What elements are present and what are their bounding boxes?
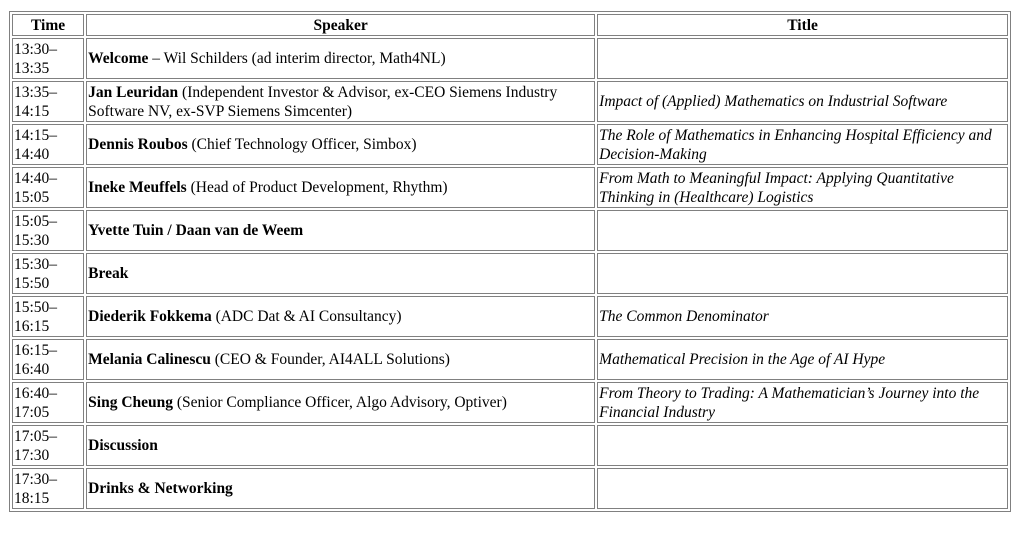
time-end: 15:30 xyxy=(14,231,50,249)
time-end: 18:15 xyxy=(14,489,50,507)
time-start: 15:30– xyxy=(14,255,58,273)
time-start: 17:30– xyxy=(14,470,58,488)
header-title: Title xyxy=(597,14,1008,36)
time-cell xyxy=(12,382,84,423)
talk-title: The Role of Mathematics in Enhancing Hospital Efficiency and Decision-Making xyxy=(599,126,992,163)
speaker-name: Melania Calinescu xyxy=(88,351,211,368)
table-row xyxy=(12,167,1008,208)
time-cell xyxy=(12,167,84,208)
speaker-cell xyxy=(86,468,595,509)
speaker-name: Discussion xyxy=(88,437,158,454)
time-cell xyxy=(12,468,84,509)
speaker-name: Sing Cheung xyxy=(88,394,173,411)
speaker-cell xyxy=(86,210,595,251)
table-row xyxy=(12,296,1008,337)
time-cell xyxy=(12,38,84,79)
time-start: 17:05– xyxy=(14,427,58,445)
time-cell xyxy=(12,124,84,165)
title-cell xyxy=(597,167,1008,208)
time-cell xyxy=(12,296,84,337)
table-row xyxy=(12,468,1008,509)
program-schedule xyxy=(9,11,1011,512)
speaker-name: Jan Leuridan xyxy=(88,83,179,101)
schedule-table xyxy=(9,11,1011,512)
time-start: 14:40– xyxy=(14,169,58,187)
talk-title: The Common Denominator xyxy=(599,308,769,325)
table-row xyxy=(12,425,1008,466)
time-end: 17:05 xyxy=(14,403,50,421)
speaker-detail: (Head of Product Development, Rhythm) xyxy=(186,179,448,196)
speaker-cell xyxy=(86,124,595,165)
title-cell xyxy=(597,339,1008,380)
title-cell xyxy=(597,210,1008,251)
speaker-detail: (Senior Compliance Officer, Algo Advisory, Optiver) xyxy=(173,394,507,411)
speaker-name: Yvette Tuin / Daan van de Weem xyxy=(88,222,304,239)
speaker-cell xyxy=(86,167,595,208)
title-cell xyxy=(597,296,1008,337)
time-cell xyxy=(12,210,84,251)
speaker-name: Drinks & Networking xyxy=(88,480,233,497)
speaker-detail: – Wil Schilders (ad interim director, Math4NL) xyxy=(148,50,446,67)
time-cell xyxy=(12,425,84,466)
speaker-name: Welcome xyxy=(88,50,149,67)
time-end: 14:40 xyxy=(14,145,50,163)
title-cell xyxy=(597,468,1008,509)
time-cell xyxy=(12,339,84,380)
title-cell xyxy=(597,124,1008,165)
title-cell xyxy=(597,425,1008,466)
time-start: 15:05– xyxy=(14,212,58,230)
header-time: Time xyxy=(12,14,84,36)
speaker-name: Diederik Fokkema xyxy=(88,308,212,325)
time-end: 16:40 xyxy=(14,360,50,378)
table-row xyxy=(12,339,1008,380)
speaker-detail: (Chief Technology Officer, Simbox) xyxy=(187,136,417,153)
title-cell xyxy=(597,38,1008,79)
time-start: 16:15– xyxy=(14,341,58,359)
time-start: 13:35– xyxy=(14,83,58,101)
speaker-cell xyxy=(86,81,595,122)
speaker-name: Dennis Roubos xyxy=(88,136,188,153)
speaker-detail: (Independent Investor & Advisor, ex-CEO Siemens Industry Software NV, ex-SVP Siemens Simcenter) xyxy=(88,83,558,120)
talk-title: Mathematical Precision in the Age of AI Hype xyxy=(599,351,886,368)
time-cell xyxy=(12,81,84,122)
title-cell xyxy=(597,81,1008,122)
table-row xyxy=(12,210,1008,251)
speaker-detail: (ADC Dat & AI Consultancy) xyxy=(211,308,402,325)
header-speaker: Speaker xyxy=(86,14,595,36)
title-cell xyxy=(597,382,1008,423)
time-end: 13:35 xyxy=(14,59,50,77)
table-row xyxy=(12,81,1008,122)
talk-title: From Theory to Trading: A Mathematician’s Journey into the Financial Industry xyxy=(599,384,980,421)
time-start: 15:50– xyxy=(14,298,58,316)
speaker-name: Ineke Meuffels xyxy=(88,179,187,196)
speaker-cell xyxy=(86,296,595,337)
talk-title: Impact of (Applied) Mathematics on Industrial Software xyxy=(599,93,948,110)
time-start: 16:40– xyxy=(14,384,58,402)
time-end: 15:05 xyxy=(14,188,50,206)
table-row xyxy=(12,382,1008,423)
speaker-cell xyxy=(86,253,595,294)
time-cell xyxy=(12,253,84,294)
speaker-detail: (CEO & Founder, AI4ALL Solutions) xyxy=(210,351,450,368)
speaker-cell xyxy=(86,339,595,380)
header-row xyxy=(12,14,1008,36)
speaker-cell xyxy=(86,38,595,79)
table-row xyxy=(12,124,1008,165)
table-row xyxy=(12,38,1008,79)
time-end: 15:50 xyxy=(14,274,50,292)
time-end: 14:15 xyxy=(14,102,50,120)
speaker-cell xyxy=(86,425,595,466)
time-start: 13:30– xyxy=(14,40,58,58)
speaker-name: Break xyxy=(88,265,129,282)
title-cell xyxy=(597,253,1008,294)
table-row xyxy=(12,253,1008,294)
talk-title: From Math to Meaningful Impact: Applying Quantitative Thinking in (Healthcare) Logistics xyxy=(599,169,954,206)
time-end: 16:15 xyxy=(14,317,50,335)
time-start: 14:15– xyxy=(14,126,58,144)
time-end: 17:30 xyxy=(14,446,50,464)
speaker-cell xyxy=(86,382,595,423)
